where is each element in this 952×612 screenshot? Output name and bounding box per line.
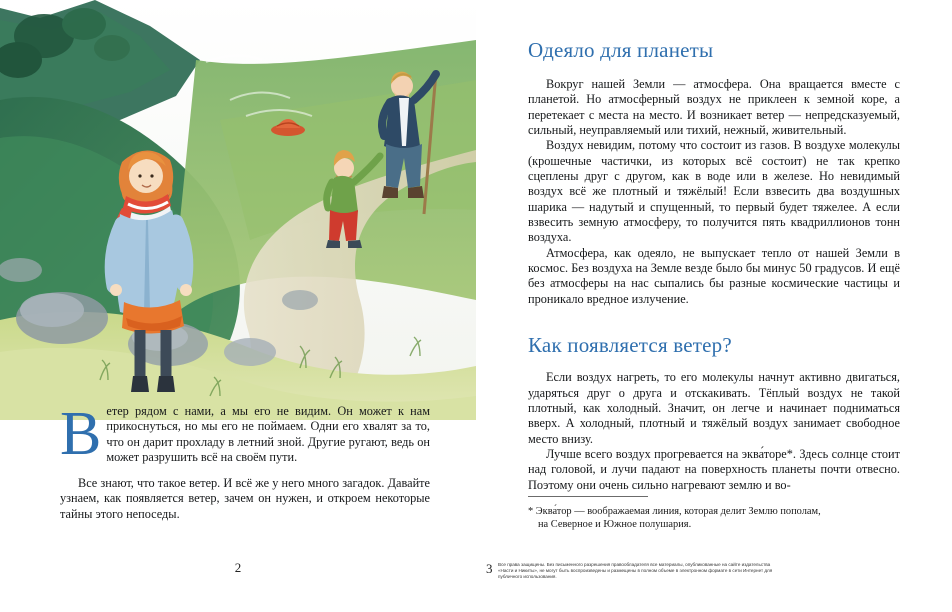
paragraph: Воздух невидим, потому что состоит из газов. В воздухе молекулы (крошечные частички, из которых всё состоит) не так крепко сцеплены друг с другом, как в воде или в железе. Но невидимый воздух всё же плотный и тяжёлый! Если взвесить два воздушных шарика — надутый и спущенный, то первый будет тяжелее. А если взвесить земную атмосферу, то получится пять квадриллионов тонн воздуха. bbox=[528, 138, 900, 245]
paragraph: Атмосфера, как одеяло, не выпускает тепло от нашей Земли в космос. Без воздуха на Земле везде было бы минус 50 градусов. И ещё без атмосферы на нас сыпались бы разные космические частицы и проникало вредное излучение. bbox=[528, 245, 900, 306]
body-text-block-2 bbox=[528, 370, 900, 493]
body-text-block-1 bbox=[528, 77, 900, 307]
paragraph: етер рядом с нами, а мы его не видим. Он может к нам прикоснуться, но мы его не поймаем. Одни его хвалят за то, что он дарит прохладу в летний зной. Другие ругают, ведь он может разрушить всё на своём пути. bbox=[106, 404, 430, 465]
paragraph: Лучше всего воздух прогревается на эква́торе*. Здесь солнце стоит над головой, и лучи падают на поверхность планеты почти отвесно. Поэтому они очень сильно нагревают землю и во- bbox=[528, 446, 900, 492]
paragraph: Если воздух нагреть, то его молекулы начнут активно двигаться, ударяться друг о друга и отскакивать. Тёплый воздух не такой плотный, как холодный. Значит, он легче и начинает подниматься вверх. А холодный, плотный и тяжёлый воздух занимает свободное место внизу. bbox=[528, 370, 900, 446]
paragraph: Вокруг нашей Земли — атмосфера. Она вращается вместе с планетой. Но атмосферный воздух не приклеен к земной коре, а перетекает с места на место. И возникает ветер — непредсказуемый, сильный, неуправляемый или тихий, нежный, живительный. bbox=[528, 77, 900, 138]
section-subtitle: Как появляется ветер? bbox=[528, 333, 732, 358]
left-page-body-text bbox=[60, 400, 430, 522]
drop-cap: В bbox=[60, 400, 101, 468]
footnote-divider bbox=[528, 496, 648, 497]
footnote-line-1: * Эква́тор — воображаемая линия, которая делит Землю пополам, bbox=[528, 506, 821, 517]
illustration-hillside-scene bbox=[0, 0, 476, 420]
copyright-notice: Все права защищены. Без письменного разрешения правообладателя все материалы, опубликованные на сайте издательства «Насти и Никиты», не могут быть воспроизведены и размещены в полном объеме в электронном формате в сети Интернет для публичного использования. bbox=[498, 562, 773, 580]
right-page bbox=[476, 0, 952, 612]
right-page-content bbox=[528, 38, 900, 493]
section-title: Одеяло для планеты bbox=[528, 38, 714, 62]
footnote-line-2: на Северное и Южное полушария. bbox=[538, 519, 692, 530]
page-number: 2 bbox=[234, 560, 242, 575]
page-number: 3 bbox=[486, 561, 493, 576]
footnote bbox=[528, 505, 888, 531]
paragraph: Все знают, что такое ветер. И всё же у него много загадок. Давайте узнаем, как появляется ветер, зачем он нужен, и откроем некоторые тайны этого непоседы. bbox=[60, 476, 430, 521]
